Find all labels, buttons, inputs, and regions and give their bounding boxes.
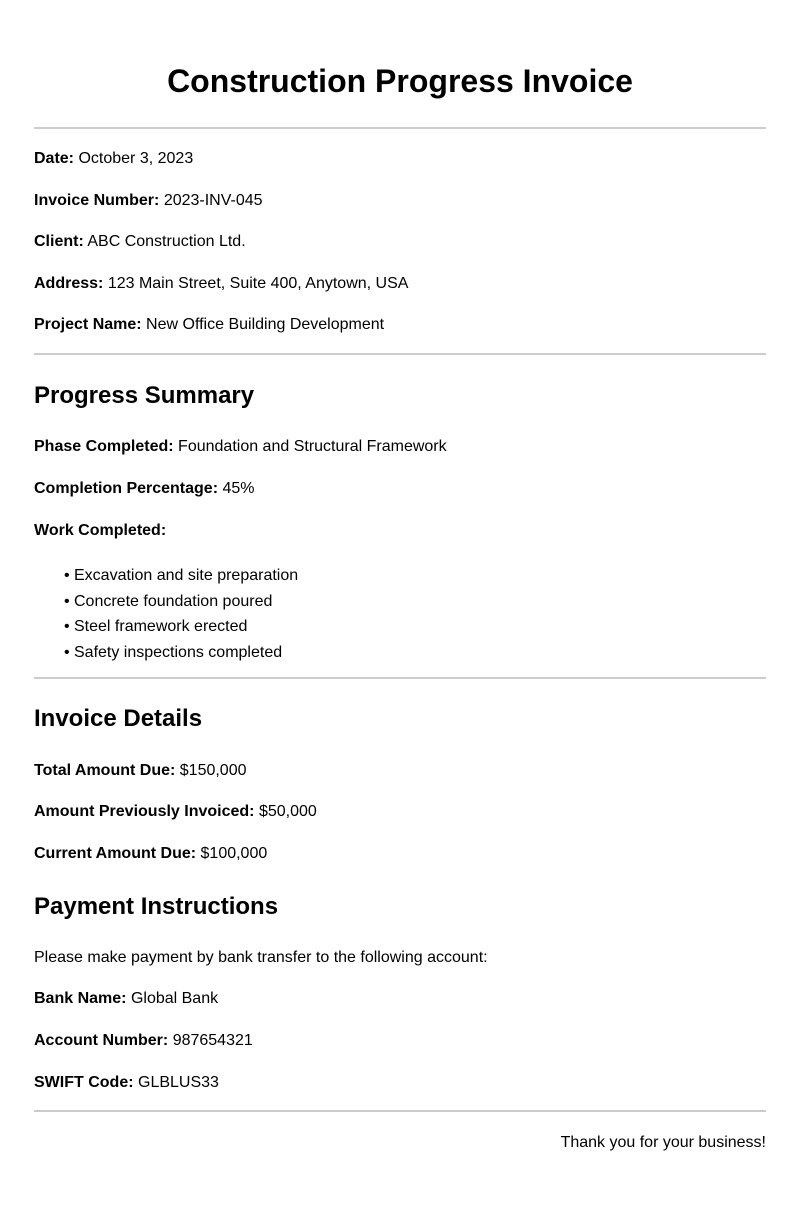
divider bbox=[34, 127, 766, 129]
work-completed-label: Work Completed: bbox=[34, 522, 167, 539]
list-item: • Concrete foundation poured bbox=[64, 589, 298, 615]
invoice-number-row bbox=[34, 191, 263, 211]
divider bbox=[34, 1110, 766, 1112]
client-label: Client: bbox=[34, 233, 84, 250]
previous-amount-value: $50,000 bbox=[258, 803, 317, 820]
list-item: • Safety inspections completed bbox=[64, 640, 298, 666]
account-number-label: Account Number: bbox=[34, 1032, 169, 1049]
bullet-icon: • bbox=[64, 643, 70, 661]
progress-summary-heading: Progress Summary bbox=[34, 382, 255, 409]
list-item: • Steel framework erected bbox=[64, 614, 298, 640]
bank-name-value: Global Bank bbox=[130, 990, 219, 1007]
date-label: Date: bbox=[34, 150, 75, 167]
payment-intro: Please make payment by bank transfer to the following account: bbox=[34, 949, 488, 966]
swift-code-value: GLBLUS33 bbox=[138, 1074, 219, 1091]
total-amount-label: Total Amount Due: bbox=[34, 762, 176, 779]
list-item: • Excavation and site preparation bbox=[64, 563, 298, 589]
total-amount-row bbox=[34, 761, 247, 781]
work-completed-row bbox=[34, 521, 166, 541]
invoice-details-heading: Invoice Details bbox=[34, 705, 203, 732]
divider bbox=[34, 353, 766, 355]
current-amount-row bbox=[34, 844, 267, 864]
project-name-row bbox=[34, 315, 384, 335]
project-name-value: New Office Building Development bbox=[146, 316, 385, 333]
bullet-icon: • bbox=[64, 567, 70, 584]
swift-code-label: SWIFT Code: bbox=[34, 1074, 134, 1091]
phase-completed-value: Foundation and Structural Framework bbox=[178, 438, 447, 455]
page-title: Construction Progress Invoice bbox=[167, 63, 633, 99]
phase-completed-row bbox=[34, 437, 447, 457]
account-number-row bbox=[34, 1031, 253, 1051]
bank-name-row bbox=[34, 989, 218, 1009]
swift-code-row bbox=[34, 1073, 219, 1093]
address-label: Address: bbox=[34, 275, 104, 292]
project-name-label: Project Name: bbox=[34, 316, 142, 333]
phase-completed-label: Phase Completed: bbox=[34, 438, 174, 455]
completion-percentage-value: 45% bbox=[222, 480, 255, 497]
total-amount-value: $150,000 bbox=[179, 762, 247, 779]
payment-instructions-heading: Payment Instructions bbox=[34, 893, 279, 920]
work-completed-list bbox=[64, 563, 298, 665]
completion-percentage-row bbox=[34, 479, 255, 499]
client-row bbox=[34, 232, 246, 252]
address-row bbox=[34, 274, 408, 294]
divider bbox=[34, 677, 766, 679]
current-amount-label: Current Amount Due: bbox=[34, 845, 197, 862]
account-number-value: 987654321 bbox=[172, 1032, 253, 1049]
date-row bbox=[34, 149, 193, 169]
date-value: October 3, 2023 bbox=[78, 150, 194, 167]
current-amount-value: $100,000 bbox=[200, 845, 268, 862]
bullet-icon: • bbox=[64, 618, 70, 635]
thank-you-note: Thank you for your business! bbox=[560, 1134, 766, 1151]
previous-amount-label: Amount Previously Invoiced: bbox=[34, 803, 255, 820]
client-value: ABC Construction Ltd. bbox=[87, 233, 246, 250]
bullet-icon: • bbox=[64, 592, 70, 610]
invoice-number-label: Invoice Number: bbox=[34, 192, 160, 209]
completion-percentage-label: Completion Percentage: bbox=[34, 480, 219, 497]
bank-name-label: Bank Name: bbox=[34, 990, 127, 1007]
invoice-number-value: 2023-INV-045 bbox=[163, 192, 263, 209]
previous-amount-row bbox=[34, 802, 317, 822]
address-value: 123 Main Street, Suite 400, Anytown, USA bbox=[107, 275, 409, 292]
